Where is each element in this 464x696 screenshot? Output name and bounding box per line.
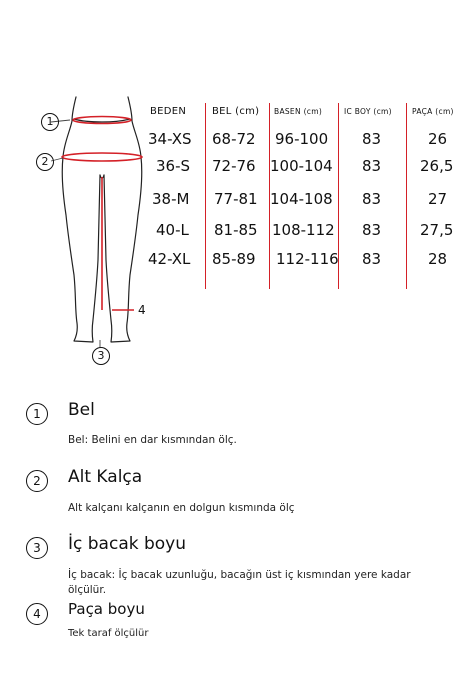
lower-body-outline-icon [30, 95, 160, 375]
cell-hip: 108-112 [272, 221, 335, 239]
cell-waist: 68-72 [212, 130, 256, 148]
cell-size: 34-XS [148, 130, 192, 148]
table-row [142, 247, 462, 271]
legend-title: Alt Kalça [68, 467, 143, 487]
cell-hem: 26,5 [420, 157, 454, 175]
cell-size: 42-XL [148, 250, 191, 268]
table-row [142, 154, 462, 178]
cell-hip: 104-108 [270, 190, 333, 208]
body-measurement-figure [30, 95, 160, 375]
legend-description: Alt kalçanı kalçanın en dolgun kısmında ölç [68, 502, 295, 514]
legend-description: Bel: Belini en dar kısmından ölç. [68, 434, 237, 446]
cell-hem: 27 [428, 190, 448, 208]
legend-title: Bel [68, 400, 95, 420]
cell-size: 38-M [152, 190, 190, 208]
cell-size: 40-L [156, 221, 189, 239]
cell-hem: 28 [428, 250, 448, 268]
legend-number: 3 [26, 537, 48, 559]
header-inseam: IC BOY (cm) [344, 107, 392, 116]
table-row [142, 187, 462, 211]
cell-inseam: 83 [362, 157, 382, 175]
cell-waist: 85-89 [212, 250, 256, 268]
cell-waist: 72-76 [212, 157, 256, 175]
cell-hip: 96-100 [275, 130, 329, 148]
marker-4: 4 [138, 303, 146, 317]
legend-number: 4 [26, 603, 48, 625]
cell-hem: 27,5 [420, 221, 454, 239]
cell-hem: 26 [428, 130, 448, 148]
marker-3: 3 [92, 347, 110, 365]
header-hip: BASEN (cm) [274, 107, 323, 116]
cell-size: 36-S [156, 157, 191, 175]
cell-hip: 100-104 [270, 157, 333, 175]
cell-inseam: 83 [362, 130, 382, 148]
size-chart-table [142, 103, 462, 293]
cell-waist: 81-85 [214, 221, 258, 239]
legend-description: Tek taraf ölçülür [68, 628, 149, 639]
cell-hip: 112-116 [276, 250, 339, 268]
cell-inseam: 83 [362, 190, 382, 208]
legend-title: İç bacak boyu [68, 534, 187, 554]
header-waist: BEL (cm) [212, 106, 260, 117]
cell-inseam: 83 [362, 250, 382, 268]
legend-number: 2 [26, 470, 48, 492]
table-row [142, 127, 462, 151]
header-hem: PAÇA (cm) [412, 107, 454, 116]
marker-1: 1 [41, 113, 59, 131]
table-row [142, 218, 462, 242]
legend-title: Paça boyu [68, 600, 145, 618]
legend-description: İç bacak: İç bacak uzunluğu, bacağın üst iç kısmından yere kadar ölçülür. [68, 569, 411, 596]
cell-inseam: 83 [362, 221, 382, 239]
marker-2: 2 [36, 153, 54, 171]
cell-waist: 77-81 [214, 190, 258, 208]
legend-number: 1 [26, 403, 48, 425]
header-size: BEDEN [150, 106, 187, 117]
